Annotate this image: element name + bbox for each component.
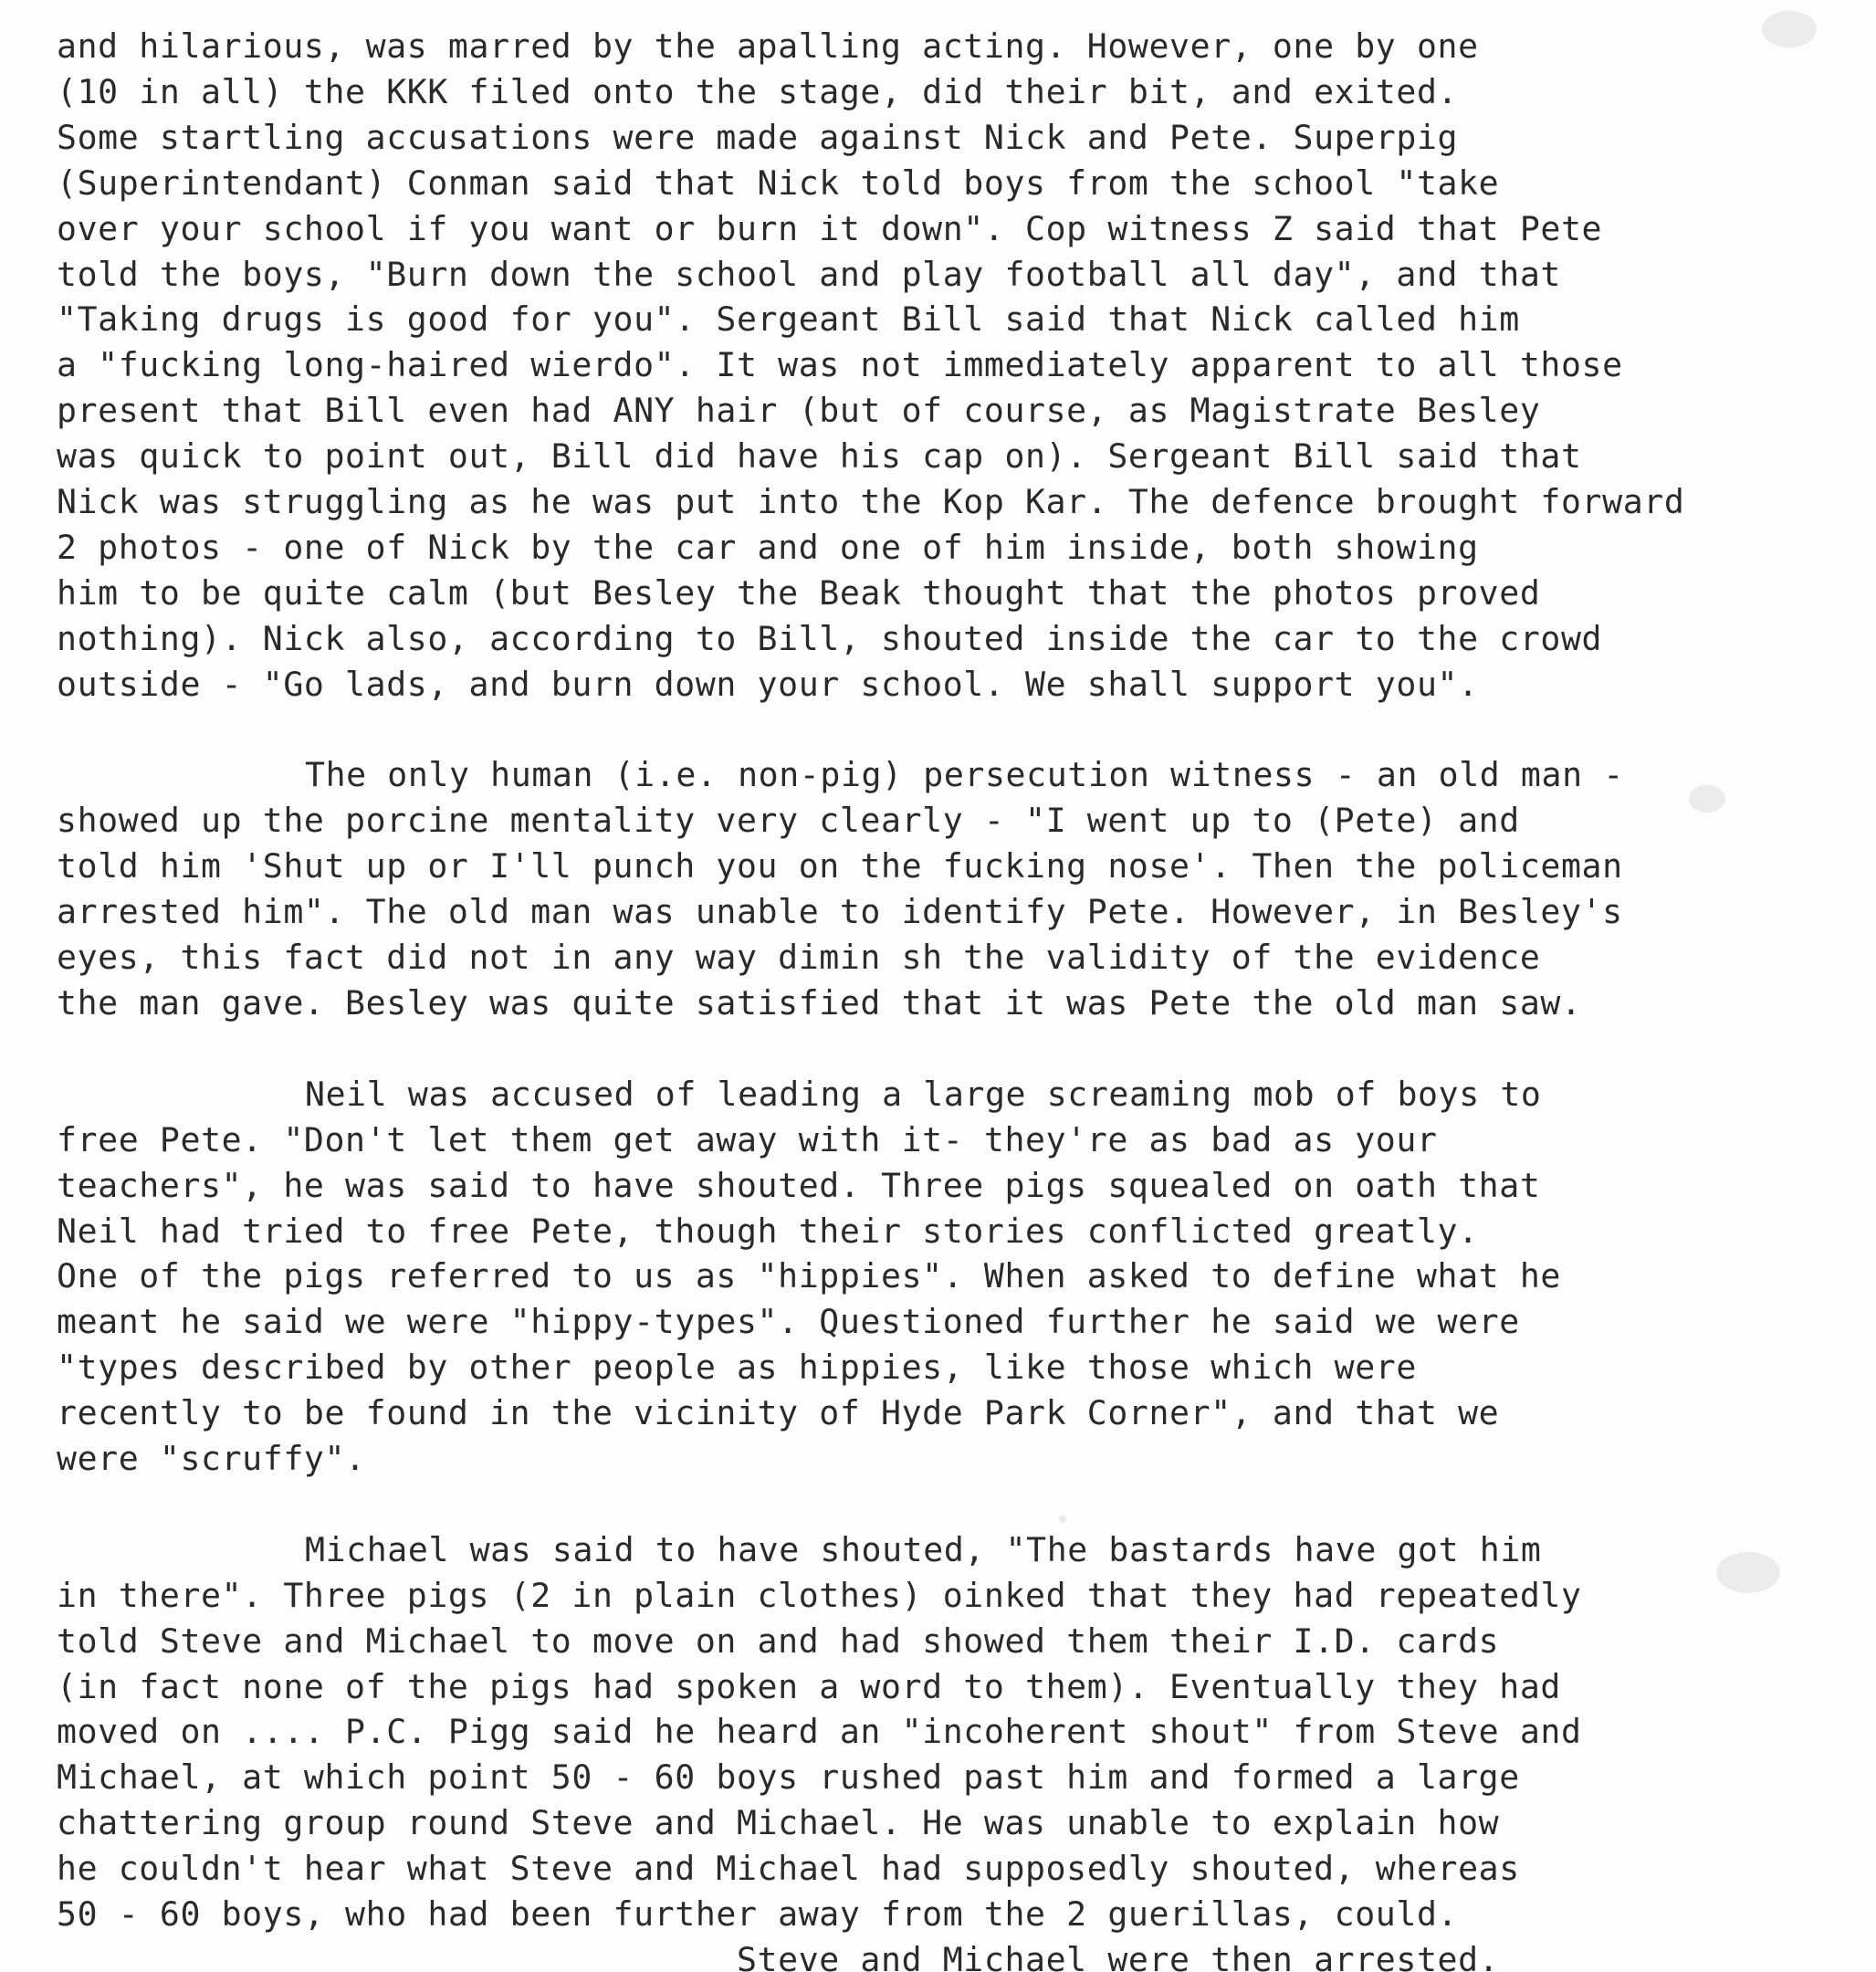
text-line: present that Bill even had ANY hair (but of course, as Magistrate Besley: [57, 391, 1541, 431]
text-line: One of the pigs referred to us as "hippies". When asked to define what he: [57, 1256, 1561, 1296]
text-line: outside - "Go lads, and burn down your school. We shall support you".: [57, 664, 1479, 704]
text-line: (10 in all) the KKK filed onto the stage, did their bit, and exited.: [57, 71, 1459, 111]
text-line: eyes, this fact did not in any way dimin sh the validity of the evidence: [57, 938, 1541, 978]
document-body: [57, 24, 1873, 1972]
text-line: he couldn't hear what Steve and Michael had supposedly shouted, whereas: [57, 1849, 1520, 1889]
text-line: was quick to point out, Bill did have his cap on). Sergeant Bill said that: [57, 436, 1582, 477]
text-line: Nick was struggling as he was put into the Kop Kar. The defence brought forward: [57, 482, 1685, 522]
text-line: (in fact none of the pigs had spoken a word to them). Eventually they had: [57, 1666, 1561, 1706]
text-line: meant he said we were "hippy-types". Questioned further he said we were: [57, 1302, 1520, 1342]
paragraph-3: [57, 1072, 1873, 1482]
text-line: over your school if you want or burn it down". Cop witness Z said that Pete: [57, 208, 1603, 248]
text-line: moved on .... P.C. Pigg said he heard an "incoherent shout" from Steve and: [57, 1712, 1582, 1752]
text-line: 50 - 60 boys, who had been further away from the 2 guerillas, could.: [57, 1894, 1459, 1935]
text-line: in there". Three pigs (2 in plain clothes) oinked that they had repeatedly: [57, 1575, 1582, 1615]
paragraph-4: [57, 1527, 1873, 1972]
text-line: arrested him". The old man was unable to identify Pete. However, in Besley's: [57, 892, 1623, 932]
text-line: Neil had tried to free Pete, though their stories conflicted greatly.: [57, 1211, 1479, 1251]
text-line: nothing). Nick also, according to Bill, shouted inside the car to the crowd: [57, 618, 1603, 658]
text-line: were "scruffy".: [57, 1439, 366, 1479]
text-line: the man gave. Besley was quite satisfied that it was Pete the old man saw.: [57, 983, 1582, 1023]
text-line: Steve and Michael were then arrested.: [57, 1940, 1500, 1972]
text-line: told him 'Shut up or I'll punch you on the fucking nose'. Then the policeman: [57, 846, 1623, 886]
text-line: Michael was said to have shouted, "The bastards have got him: [305, 1529, 1542, 1569]
text-line: a "fucking long-haired wierdo". It was not immediately apparent to all those: [57, 345, 1623, 385]
text-line: "Taking drugs is good for you". Sergeant Bill said that Nick called him: [57, 299, 1520, 340]
text-line: showed up the porcine mentality very clearly - "I went up to (Pete) and: [57, 801, 1520, 841]
text-line: him to be quite calm (but Besley the Beak thought that the photos proved: [57, 572, 1541, 613]
text-line: free Pete. "Don't let them get away with it- they're as bad as your: [57, 1119, 1438, 1159]
paragraph-1: [57, 24, 1873, 708]
text-line: chattering group round Steve and Michael. He was unable to explain how: [57, 1803, 1500, 1843]
text-line: Michael, at which point 50 - 60 boys rushed past him and formed a large: [57, 1757, 1520, 1798]
text-line: recently to be found in the vicinity of Hyde Park Corner", and that we: [57, 1393, 1500, 1433]
text-line: (Superintendant) Conman said that Nick told boys from the school "take: [57, 163, 1500, 203]
text-line: and hilarious, was marred by the apalling acting. However, one by one: [57, 26, 1479, 66]
text-line: "types described by other people as hippies, like those which were: [57, 1348, 1417, 1388]
text-line: teachers", he was said to have shouted. Three pigs squealed on oath that: [57, 1165, 1541, 1205]
text-line: 2 photos - one of Nick by the car and one of him inside, both showing: [57, 527, 1479, 567]
text-line: Some startling accusations were made against Nick and Pete. Superpig: [57, 117, 1459, 157]
text-line: told Steve and Michael to move on and had showed them their I.D. cards: [57, 1621, 1500, 1661]
text-line: Neil was accused of leading a large screaming mob of boys to: [305, 1074, 1542, 1114]
paragraph-2: [57, 752, 1873, 1025]
text-line: The only human (i.e. non-pig) persecution witness - an old man -: [305, 755, 1624, 795]
text-line: told the boys, "Burn down the school and play football all day", and that: [57, 254, 1561, 294]
